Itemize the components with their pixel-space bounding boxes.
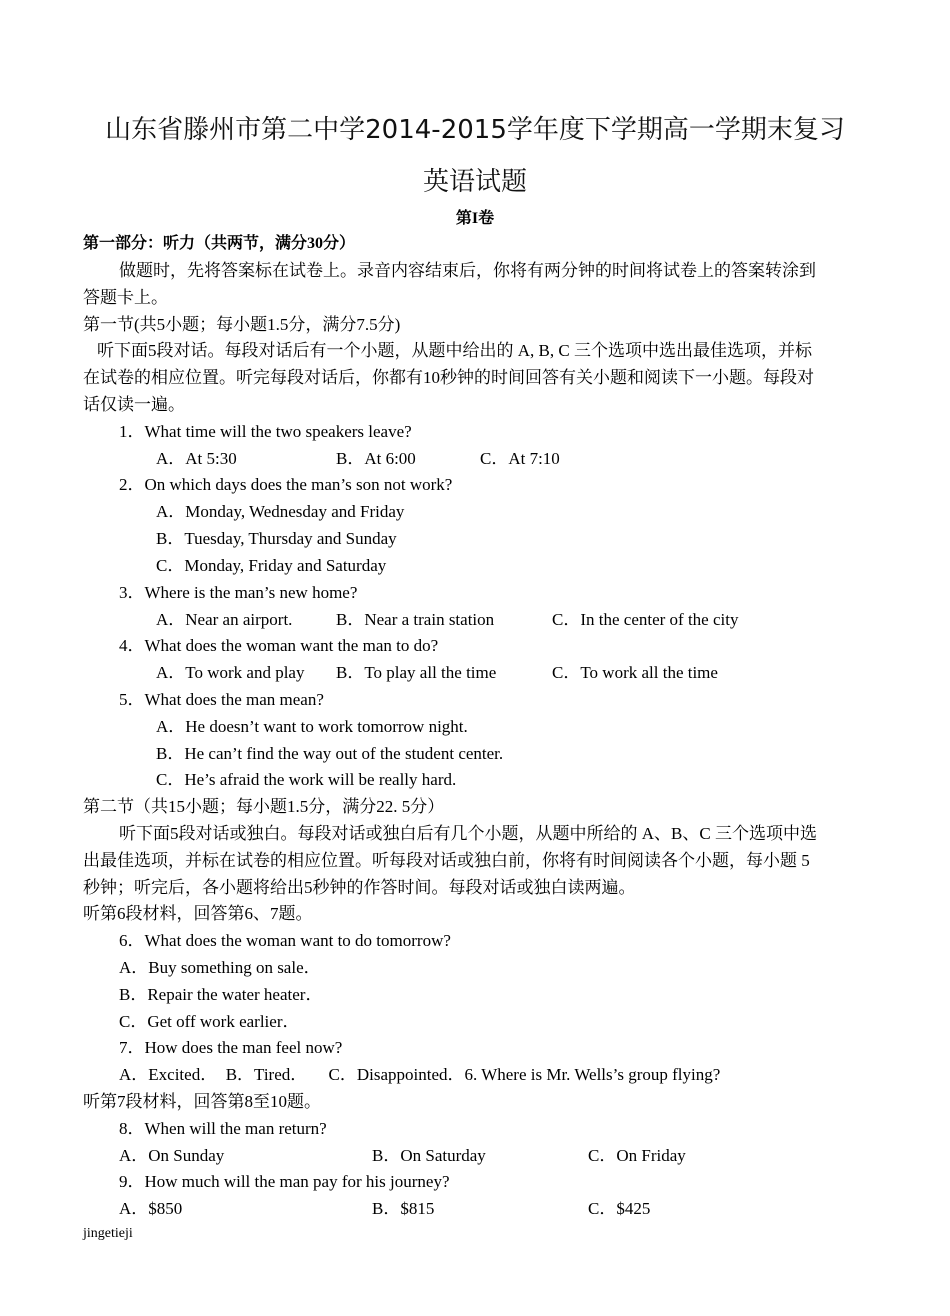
- question-3-option-b: B．Near a train station: [336, 610, 495, 629]
- question-6-stem: 6．What does the woman want to do tomorrow?: [119, 931, 451, 950]
- section1-intro-line1: 听下面5段对话。每段对话后有一个小题，从题中给出的 A, B, C 三个选项中选出最佳选项，并标: [97, 341, 812, 360]
- question-1-option-c: C．At 7:10: [480, 449, 560, 468]
- section2-heading: 第二节（共15小题；每小题1.5分，满分22. 5分）: [83, 797, 445, 816]
- question-9-option-b: B．$815: [372, 1199, 435, 1218]
- question-6-option-a: A．Buy something on sale．: [119, 958, 321, 977]
- section1-heading: 第一节(共5小题；每小题1.5分，满分7.5分): [83, 315, 401, 334]
- part1-intro-line1: 做题时，先将答案标在试卷上。录音内容结束后，你将有两分钟的时间将试卷上的答案转涂到: [119, 261, 816, 280]
- question-1-option-b: B．At 6:00: [336, 449, 416, 468]
- question-4-option-b: B．To play all the time: [336, 663, 497, 682]
- section1-intro-line2: 在试卷的相应位置。听完每段对话后，你都有10秒钟的时间回答有关小题和阅读下一小题。每段对: [83, 368, 814, 387]
- question-2-option-c: C．Monday, Friday and Saturday: [156, 556, 387, 575]
- footer-watermark: jingetieji: [83, 1226, 133, 1241]
- question-6-option-c: C．Get off work earlier．: [119, 1012, 300, 1031]
- question-9-option-c: C．$425: [588, 1199, 651, 1218]
- question-2-stem: 2．On which days does the man’s son not work?: [119, 475, 453, 494]
- question-7-options: A．Excited． B．Tired． C．Disappointed．6. Where is Mr. Wells’s group flying?: [119, 1065, 721, 1084]
- question-6-option-b: B．Repair the water heater．: [119, 985, 323, 1004]
- question-5-option-c: C．He’s afraid the work will be really hard.: [156, 770, 457, 789]
- question-1-option-a: A．At 5:30: [156, 449, 237, 468]
- question-8-option-b: B．On Saturday: [372, 1146, 486, 1165]
- question-3-option-a: A．Near an airport.: [156, 610, 293, 629]
- section2-intro-line1: 听下面5段对话或独白。每段对话或独白后有几个小题，从题中所给的 A、B、C 三个选项中选: [119, 824, 817, 843]
- question-7-stem: 7．How does the man feel now?: [119, 1038, 343, 1057]
- question-8-option-c: C．On Friday: [588, 1146, 686, 1165]
- question-4-option-a: A．To work and play: [156, 663, 305, 682]
- material-7-instruction: 听第7段材料，回答第8至10题。: [83, 1092, 321, 1111]
- section2-intro-line3: 秒钟；听完后，各小题将给出5秒钟的作答时间。每段对话或独白读两遍。: [83, 878, 636, 897]
- question-5-stem: 5．What does the man mean?: [119, 690, 324, 709]
- exam-title-line2: 英语试题: [422, 167, 527, 197]
- question-3-stem: 3．Where is the man’s new home?: [119, 583, 358, 602]
- section1-intro-line3: 话仅读一遍。: [83, 395, 185, 414]
- question-9-option-a: A．$850: [119, 1199, 183, 1218]
- section2-intro-line2: 出最佳选项，并标在试卷的相应位置。听每段对话或独白前，你将有时间阅读各个小题，每小题 5: [83, 851, 810, 870]
- question-2-option-b: B．Tuesday, Thursday and Sunday: [156, 529, 397, 548]
- question-8-option-a: A．On Sunday: [119, 1146, 225, 1165]
- question-9-stem: 9．How much will the man pay for his journey?: [119, 1172, 450, 1191]
- question-5-option-a: A．He doesn’t want to work tomorrow night.: [156, 717, 468, 736]
- question-5-option-b: B．He can’t find the way out of the student center.: [156, 744, 504, 763]
- question-8-stem: 8．When will the man return?: [119, 1119, 327, 1138]
- question-3-option-c: C．In the center of the city: [552, 610, 739, 629]
- part1-heading: 第一部分：听力（共两节，满分30分）: [83, 235, 356, 252]
- material-6-instruction: 听第6段材料，回答第6、7题。: [83, 904, 313, 923]
- question-4-stem: 4．What does the woman want the man to do?: [119, 636, 439, 655]
- volume-label: 第I卷: [455, 210, 495, 227]
- part1-intro-line2: 答题卡上。: [83, 288, 168, 307]
- exam-title-line1: 山东省滕州市第二中学2014-2015学年度下学期高一学期末复习: [105, 115, 845, 145]
- question-4-option-c: C．To work all the time: [552, 663, 718, 682]
- question-1-stem: 1．What time will the two speakers leave?: [119, 422, 412, 441]
- question-2-option-a: A．Monday, Wednesday and Friday: [156, 502, 405, 521]
